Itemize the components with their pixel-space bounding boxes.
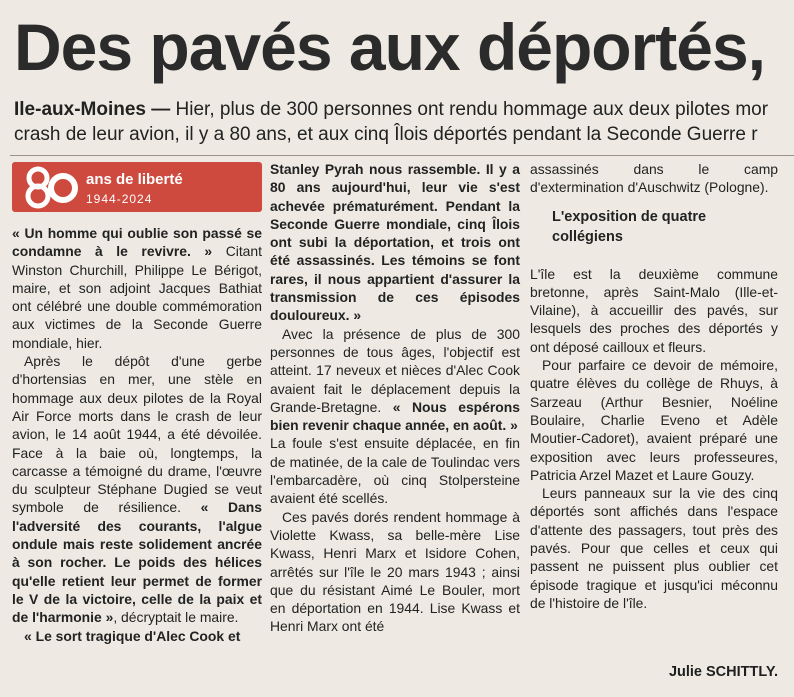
col1-p2-text: Après le dépôt d'une gerbe d'hortensias en mer, une stèle en hommage aux deux pilotes de la Royal Air Force morts dans le crash de leur avion, le 14 août 1944, a été dévoilée. Face à la baie où, longtemps, la carcasse a témoigné du drame, l'œuvre du sculpteur Stéphane Dugied se veut symbole de résilience. [12, 353, 262, 516]
lede-line-2: crash de leur avion, il y a 80 ans, et aux cinq Îlois déportés pendant la Seconde Guerre r [14, 124, 758, 145]
churchill-quote: « Un homme qui oublie son passé se condamne à le revivre. » [12, 225, 262, 260]
col3-paragraph-1: assassinés dans le camp d'extermination d'Auschwitz (Pologne). [530, 161, 778, 196]
col2-p1-quote: Stanley Pyrah nous rassemble. Il y a 80 ans aujourd'hui, leur vie s'est achevée prématurément. Pendant la Seconde Guerre mondiale, cinq Îlois ont subi la déportation, et trois ont été assassinés. Les témoins se font rares, il nous appartient d'assurer la transmission de ces épisodes douloureux. » [270, 161, 520, 324]
separator-rule [10, 155, 794, 156]
eighty-logo-icon [24, 165, 78, 209]
lede-place: Ile-aux-Moines — [14, 99, 171, 120]
author-signature: Julie SCHITTLY. [668, 664, 778, 680]
col2-paragraph-1 [270, 160, 520, 325]
col2-paragraph-3: La foule s'est ensuite déplacée, en fin de matinée, de la cale de Toulindac vers l'embarcadère, où cinq Stolpersteine avaient été scellés. [270, 435, 520, 507]
lede-text-1: Hier, plus de 300 personnes ont rendu hommage aux deux pilotes mor [170, 99, 769, 120]
col2-paragraph-4: Ces pavés dorés rendent hommage à Violette Kwass, sa belle-mère Lise Kwass, Henri Marx et Isidore Cohen, arrêtés sur l'île le 20 mars 1943 ; ainsi que du résistant Aimé Le Bouler, mort en déportation en 1944. Lise Kwass et Henri Marx ont été [270, 508, 520, 635]
col2-p2-quote: « Nous espérons bien revenir chaque année, en août. » [270, 398, 520, 434]
lede [14, 97, 794, 147]
banner-title: ans de liberté [86, 171, 183, 188]
column-1 [12, 160, 262, 645]
exposition-subhead: L'exposition de quatre collégiens [552, 208, 707, 245]
col1-paragraph-3 [12, 627, 262, 645]
col2-paragraph-2 [270, 325, 520, 435]
column-2 [270, 160, 520, 636]
col3-paragraph-3: Pour parfaire ce devoir de mémoire, quatre élèves du collège de Rhuys, à Sarzeau (Arthur Besnier, Noéline Boulaire, Charlie Eveno et Adèle Moutier-Cadoret), avaient préparé une exposition avec leurs professeures, Patricia Arzel Mazet et Laure Gouzy. [530, 357, 778, 483]
lede-line-1 [14, 97, 794, 122]
col2-p2-text: Avec la présence de plus de 300 personnes de tous âges, l'objectif est atteint. 17 neveux et nièces d'Alec Cook avaient fait le déplacement depuis la Grande-Bretagne. [270, 325, 520, 415]
col1-p3-quote: « Le sort tragique d'Alec Cook et [24, 627, 241, 644]
banner-years: 1944-2024 [86, 192, 153, 206]
col3-paragraph-2: L'île est la deuxième commune bretonne, après Saint-Malo (Ille-et-Vilaine), à accueillir des pavés, sur lesquels des proches des déportés y ont déposé cailloux et fleurs. [530, 265, 778, 355]
col1-paragraph-1 [12, 224, 262, 352]
col3-paragraph-4: Leurs panneaux sur la vie des cinq déportés sont affichés dans l'espace d'attente des passagers, tout près des pavés. Pour que celles et ceux qui passent ne puissent plus oublier cet épisode tragique et jusqu'ici méconnu de l'histoire de l'île. [530, 485, 778, 611]
col1-p2-end: , décryptait le maire. [113, 609, 239, 626]
headline: Des pavés aux déportés, [14, 10, 766, 84]
svg-text:80: 80 [24, 165, 26, 166]
col1-p1-text: Citant Winston Churchill, Philippe Le Bérigot, maire, et son adjoint Jacques Bathiat ont célébré une double commémoration aux victimes de la Seconde Guerre mondiale, hier. [12, 243, 262, 351]
column-3 [530, 160, 778, 612]
anniversary-banner [12, 162, 262, 212]
col1-paragraph-2 [12, 352, 262, 626]
maire-quote: « Dans l'adversité des courants, l'algue ondule mais reste solidement ancrée à son rocher. Le poids des hélices qu'elle retient leur permet de former le V de la victoire, celle de la paix et de l'harmonie » [12, 499, 262, 626]
